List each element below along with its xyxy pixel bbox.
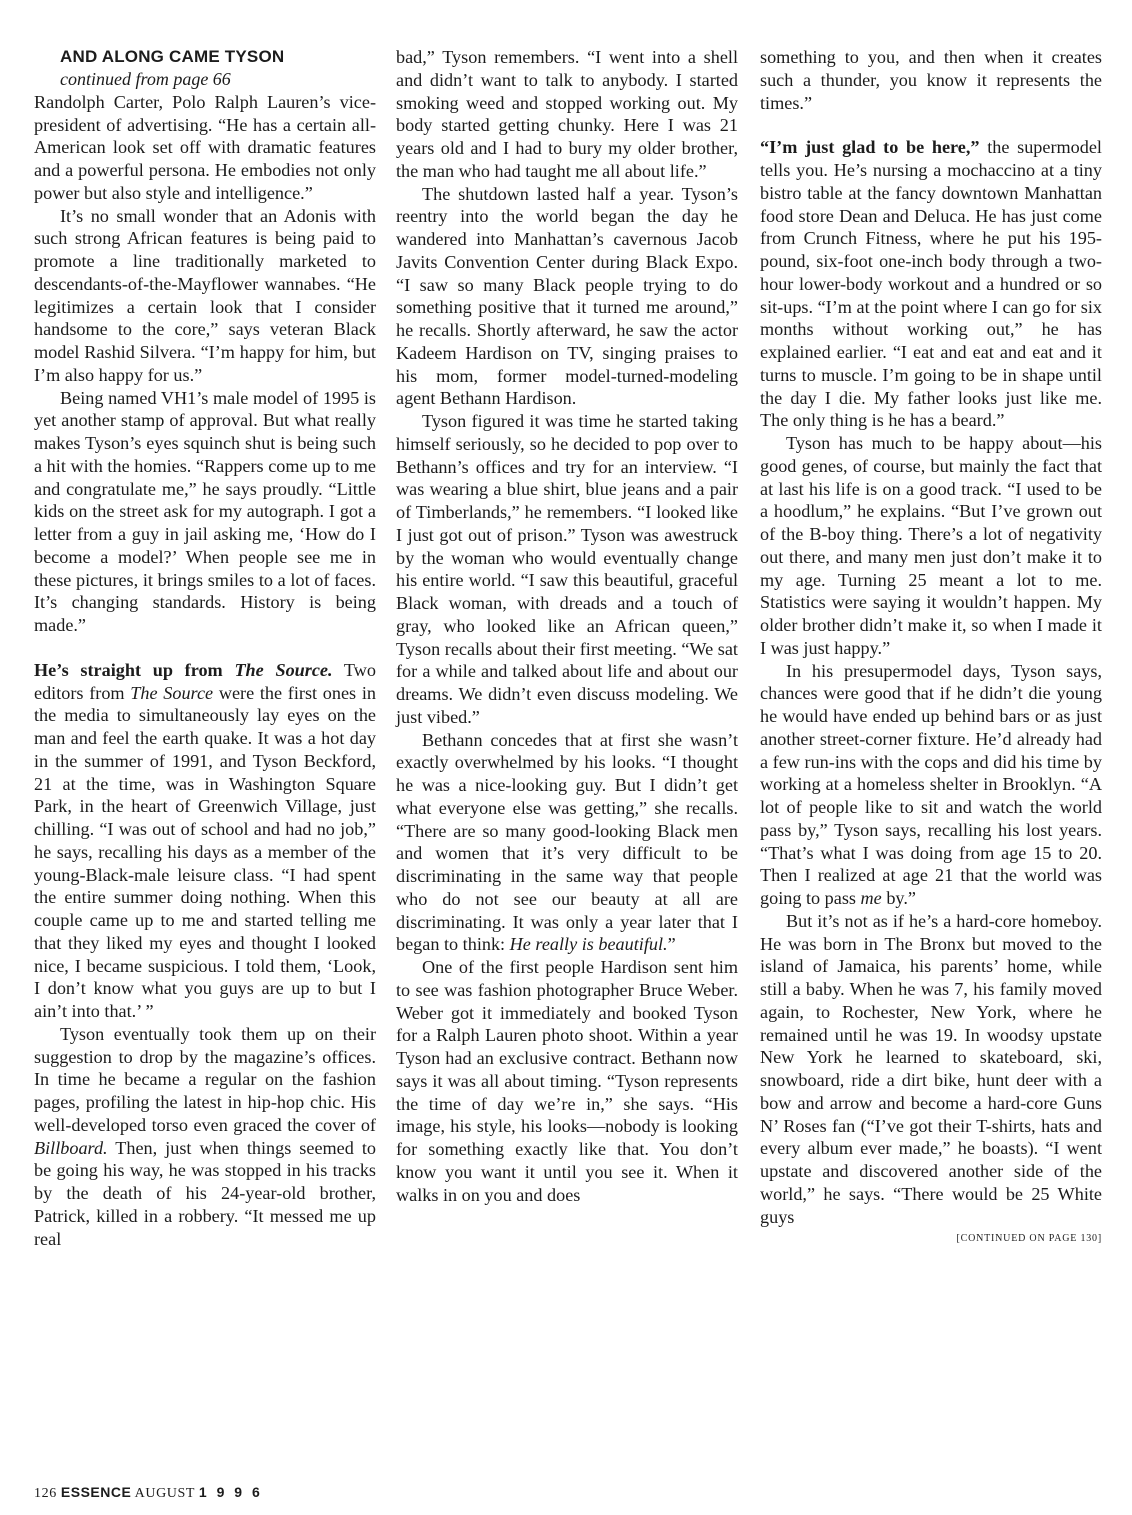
article-heading: AND ALONG CAME TYSON [60, 47, 285, 66]
article-column-2 [396, 46, 738, 1206]
paragraph: In his presupermodel days, Tyson says, chances were good that if he didn’t die young he would have ended up behind bars or as just another street-corner fixture. He’d already had a few run-ins with the cops and did his time by working at a homeless shelter in Brooklyn. “A lot of people like to sit and watch the world pass by,” Tyson says, recalling his lost years. “That’s what I was doing from age 15 to 20. Then I realized at age 21 that the world was going to pass me by.” [760, 660, 1102, 908]
paragraph: Tyson figured it was time he started taking himself seriously, so he decided to pop over to Bethann’s offices and try for an interview. “I was wearing a blue shirt, blue jeans and a pair of Timberlands,” he remembers. “I looked like I just got out of prison.” Tyson was awestruck by the woman who would eventually change his entire world. “I saw this beautiful, graceful Black woman, with dreads and a touch of gray, who looked like an African queen,” Tyson recalls about their first meeting. “We sat for a while and talked about life and about our dreams. We didn’t even discuss modeling. We just vibed.” [396, 411, 738, 727]
paragraph: He’s straight up from The Source. Two editors from The Source were the first ones in the media to simultaneously lay eyes on the man and feel the earth quake. It was a hot day in the summer of 1991, and Tyson Beckford, 21 at the time, was in Washington Square Park, in the heart of Greenwich Village, just chilling. “I was out of school and had no job,” he says, recalling his days as a member of the young-Black-male leisure class. “I had spent the entire summer doing nothing. When this couple came up to me and started telling me that they liked my eyes and thought I looked nice, I became suspicious. I told them, ‘Look, I don’t know what you guys are up to but I ain’t into that.’ ” [34, 659, 376, 1021]
page-number: 126 [34, 1486, 57, 1501]
paragraph: The shutdown lasted half a year. Tyson’s reentry into the world began the day he wandered into Manhattan’s cavernous Jacob Javits Convention Center during Black Expo. “I saw so many Black people trying to do something positive that it turned me around,” he recalls. Shortly afterward, he saw the actor Kadeem Hardison on TV, singing praises to his mom, former model-turned-modeling agent Bethann Hardison. [396, 183, 738, 409]
section-lead: He’s straight up from The Source. [34, 659, 333, 680]
continued-on-note: [CONTINUED ON PAGE 130] [956, 1233, 1102, 1245]
paragraph: bad,” Tyson remembers. “I went into a shell and didn’t want to talk to anybody. I started smoking weed and stopped working out. My body started getting chunky. Here I was 21 years old and I had to bury my older brother, the man who had taught me all about life.” [396, 47, 738, 181]
issue-month: AUGUST [134, 1486, 195, 1501]
paragraph: Bethann concedes that at first she wasn’t exactly overwhelmed by his looks. “I thought he was a nice-looking guy. But I didn’t get what everyone else was getting,” she recalls. “There are so many good-looking Black men and women that it’s very difficult to be discriminating in the same way that people who do not see our beauty at all are discriminating. It was only a year later that I began to think: He really is beautiful.” [396, 729, 738, 955]
section-lead: “I’m just glad to be here,” [760, 137, 980, 158]
page-footer [34, 1484, 263, 1502]
article-column-1 [34, 46, 376, 1250]
continued-from-note: continued from page 66 [60, 69, 231, 89]
paragraph: Being named VH1’s male model of 1995 is yet another stamp of approval. But what really makes Tyson’s eyes squinch shut is being such a hit with the homies. “Rappers come up to me and congratulate me,” he says proudly. “Little kids on the street ask for my autograph. I got a letter from a guy in jail asking me, ‘How do I become a model?’ When people see me in these pictures, it brings smiles to a lot of faces. It’s changing standards. History is being made.” [34, 387, 376, 635]
paragraph: Tyson eventually took them up on their suggestion to drop by the magazine’s offices. In time he became a regular on the fashion pages, profiling the latest in hip-hop chic. His well-developed torso even graced the cover of Billboard. Then, just when things seemed to be going his way, he was stopped in his tracks by the death of his 24-year-old brother, Patrick, killed in a robbery. “It messed me up real [34, 1023, 376, 1249]
paragraph: “I’m just glad to be here,” the supermodel tells you. He’s nursing a mochaccino at a tiny bistro table at the fancy downtown Manhattan food store Dean and Deluca. He has just come from Crunch Fitness, where he put his 195-pound, six-foot one-inch body through a two-hour lower-body workout and a hundred or so sit-ups. “I’m at the point where I can go for six months without working out,” he has explained earlier. “I eat and eat and eat and it turns to muscle. I’m going to be in shape until the day I die. My father looks just like me. The only thing is he has a beard.” [760, 137, 1102, 431]
paragraph: Tyson has much to be happy about—his good genes, of course, but mainly the fact that at last his life is on a good track. “I used to be a hoodlum,” he explains. “But I’ve grown out of the B-boy thing. There’s a lot of negativity out there, and many men just don’t make it to my age. Turning 25 meant a lot to me. Statistics were saying it wouldn’t happen. My older brother didn’t make it, so when I made it I was just happy.” [760, 433, 1102, 658]
paragraph: something to you, and then when it creates such a thunder, you know it represents the times.” [760, 47, 1102, 113]
magazine-name: ESSENCE [60, 1484, 132, 1500]
paragraph: Randolph Carter, Polo Ralph Lauren’s vice-president of advertising. “He has a certain all-American look set off with dramatic features and a powerful persona. He embodies not only power but also style and intelligence.” [34, 91, 376, 203]
article-column-3 [760, 46, 1102, 1251]
issue-year: 1 9 9 6 [198, 1484, 263, 1500]
paragraph: But it’s not as if he’s a hard-core homeboy. He was born in The Bronx but moved to the island of Jamaica, his parents’ home, while still a baby. When he was 7, his family moved again, to Rochester, New York, where he remained until he was 19. In woodsy upstate New York he learned to skateboard, ski, snowboard, ride a dirt bike, hunt deer with a bow and arrow and become a hard-core Guns N’ Roses fan (“I’ve got their T-shirts, hats and every album ever made,” he boasts). “I went upstate and discovered another side of the world,” he says. “There would be 25 White guys [760, 910, 1102, 1227]
paragraph: One of the first people Hardison sent him to see was fashion photographer Bruce Weber. Weber got it immediately and booked Tyson for a Ralph Lauren photo shoot. Within a year Tyson had an exclusive contract. Bethann now says it was all about timing. “Tyson represents the time of day we’re in,” she says. “His image, his style, his looks—nobody is looking for something exactly like that. You don’t know you want it until you see it. When it walks in on you and does [396, 957, 738, 1205]
paragraph: It’s no small wonder that an Adonis with such strong African features is being paid to promote a line traditionally marketed to descendants-of-the-Mayflower wannabes. “He legitimizes a certain look that I consider handsome to the core,” says veteran Black model Rashid Silvera. “I’m happy for him, but I’m also happy for us.” [34, 205, 376, 385]
